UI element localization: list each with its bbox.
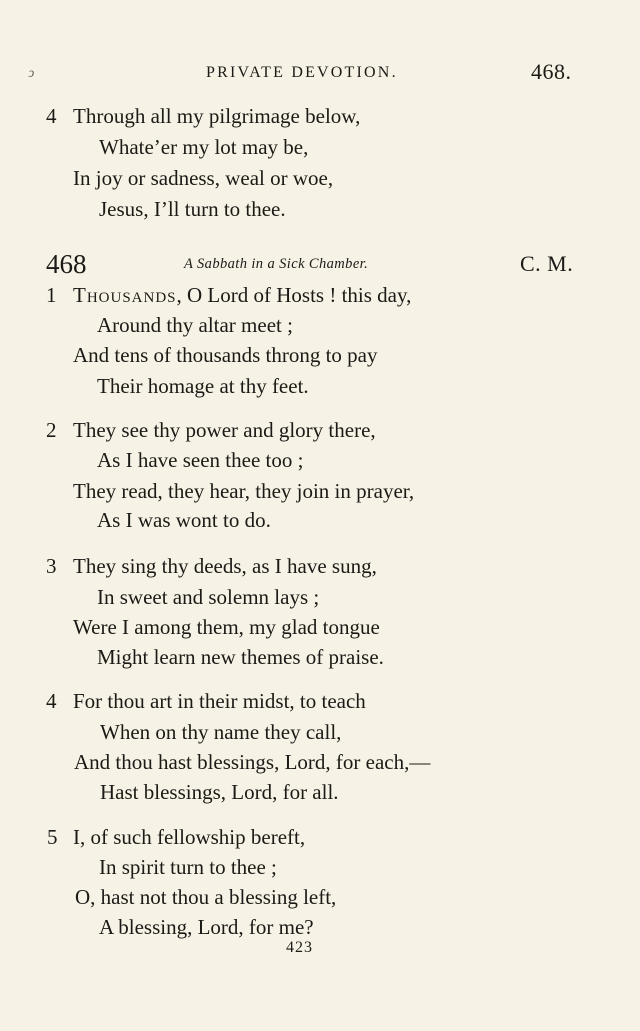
verse-line: In sweet and solemn lays ; — [97, 585, 320, 609]
verse-line — [73, 283, 411, 307]
hymn-subtitle: A Sabbath in a Sick Chamber. — [184, 256, 369, 272]
verse-line: As I have seen thee too ; — [97, 448, 304, 472]
hymn-number: 468 — [46, 249, 87, 279]
verse-line: And tens of thousands throng to pay — [73, 343, 378, 367]
verse-line: Might learn new themes of praise. — [97, 645, 384, 669]
verse-line: Jesus, I’ll turn to thee. — [99, 197, 286, 221]
hymn-heading — [0, 249, 640, 281]
verse-line: In joy or sadness, weal or woe, — [73, 166, 334, 190]
stanza-number: 4 — [46, 104, 57, 128]
verse-line: They sing thy deeds, as I have sung, — [73, 554, 377, 578]
first-word: Thousands — [73, 283, 177, 307]
running-title: PRIVATE DEVOTION. — [206, 64, 398, 81]
verse-line-rest: , O Lord of Hosts ! this day, — [176, 283, 412, 307]
verse-line: They see thy power and glory there, — [73, 418, 376, 442]
verse-line: Through all my pilgrimage below, — [73, 104, 361, 128]
verse-line: Around thy altar meet ; — [97, 313, 293, 337]
page-number: 468. — [531, 59, 572, 84]
verse-line: As I was wont to do. — [97, 508, 271, 532]
verse-line: Hast blessings, Lord, for all. — [100, 780, 339, 804]
stanza-number: 4 — [46, 689, 57, 713]
verse-line: Were I among them, my glad tongue — [73, 615, 380, 639]
verse-line: Their homage at thy feet. — [97, 374, 309, 398]
folio-number: 423 — [286, 939, 313, 956]
stanza-number: 2 — [46, 418, 57, 442]
verse-line: In spirit turn to thee ; — [99, 855, 277, 879]
verse-line: For thou art in their midst, to teach — [73, 689, 366, 713]
verse-line: When on thy name they call, — [100, 720, 342, 744]
stanza-number: 1 — [46, 283, 57, 307]
stanza-number: 5 — [47, 825, 58, 849]
corner-mark: ↄ — [28, 66, 35, 81]
hymn-meter: C. M. — [520, 251, 574, 276]
verse-line: Whate’er my lot may be, — [99, 135, 309, 159]
verse-line: O, hast not thou a blessing left, — [75, 885, 337, 909]
running-head — [0, 60, 640, 88]
verse-line: I, of such fellowship bereft, — [73, 825, 306, 849]
verse-line: A blessing, Lord, for me? — [99, 915, 314, 939]
verse-line: They read, they hear, they join in prayer, — [73, 479, 415, 503]
verse-line: And thou hast blessings, Lord, for each,— — [74, 750, 431, 774]
stanza-number: 3 — [46, 554, 57, 578]
